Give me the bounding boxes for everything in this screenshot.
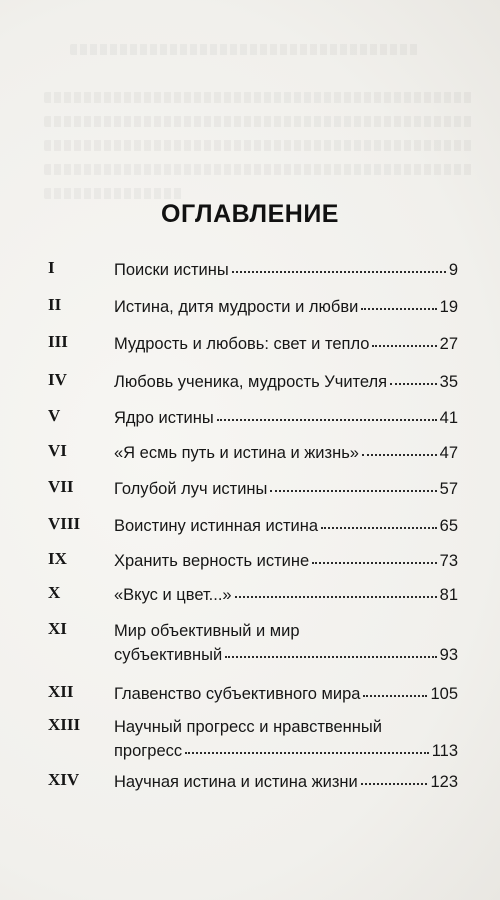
chapter-title: Любовь ученика, мудрость Учителя [114,373,388,391]
chapter-title-line [114,441,458,465]
page-number: 19 [439,298,458,316]
chapter-entry [114,583,458,607]
chapter-number: VI [48,441,67,460]
chapter-title-line [114,477,458,501]
page-title: ОГЛАВЛЕНИЕ [161,200,339,228]
chapter-entry [114,619,458,667]
chapter-number: V [48,406,61,425]
chapter-title-line [114,619,458,643]
dot-leader [270,486,436,492]
bleed-through-line [44,116,474,127]
bleed-through-line [44,164,474,175]
chapter-title-line [114,583,458,607]
dot-leader [390,379,437,385]
chapter-number: IX [48,549,67,568]
chapter-title: Мудрость и любовь: свет и тепло [114,335,370,353]
dot-leader [217,415,437,421]
chapter-number: II [48,295,62,314]
chapter-number: XIV [48,770,80,789]
chapter-number: X [48,583,61,602]
page-number: 81 [439,586,458,604]
chapter-title-line [114,682,458,706]
page-number: 113 [431,742,458,760]
chapter-title: Научный прогресс и нравственный [114,718,382,736]
chapter-entry [114,549,458,573]
chapter-entry [114,715,458,763]
dot-leader [232,267,446,273]
bleed-through-line [44,188,184,199]
chapter-title: «Вкус и цвет...» [114,586,232,604]
page-number: 35 [439,373,458,391]
chapter-entry [114,441,458,465]
page-number: 105 [430,685,458,703]
chapter-entry [114,514,458,538]
page-number: 73 [439,552,458,570]
chapter-entry [114,332,458,356]
dot-leader [363,691,427,697]
dot-leader [185,748,429,754]
chapter-number: VIII [48,514,81,533]
dot-leader [321,523,437,529]
chapter-title: Воистину истинная истина [114,517,319,535]
chapter-title-line [114,332,458,356]
chapter-title-line [114,406,458,430]
chapter-title-line [114,770,458,794]
chapter-entry [114,682,458,706]
chapter-number: III [48,332,68,351]
chapter-title-line [114,715,458,739]
chapter-title: Хранить верность истине [114,552,310,570]
chapter-title: прогресс [114,742,183,760]
chapter-title-line [114,643,458,667]
chapter-title: Истина, дитя мудрости и любви [114,298,359,316]
chapter-title: «Я есмь путь и истина и жизнь» [114,444,359,462]
chapter-entry [114,477,458,501]
chapter-entry [114,406,458,430]
chapter-title: Мир объективный и мир [114,622,300,640]
page-number: 47 [439,444,458,462]
chapter-number: IV [48,370,67,389]
dot-leader [235,592,437,598]
chapter-number: XIII [48,715,81,734]
chapter-title: субъективный [114,646,223,664]
dot-leader [361,779,428,785]
page-number: 93 [439,646,458,664]
chapter-title-line [114,295,458,319]
chapter-title: Главенство субъективного мира [114,685,361,703]
bleed-through-line [44,140,474,151]
chapter-title-line [114,739,458,763]
chapter-entry [114,370,458,394]
chapter-entry [114,770,458,794]
chapter-number: I [48,258,55,277]
chapter-entry [114,258,458,282]
page-number: 123 [430,773,458,791]
chapter-title-line [114,258,458,282]
dot-leader [312,558,436,564]
page-number: 27 [439,335,458,353]
chapter-title: Поиски истины [114,261,229,279]
chapter-title: Голубой луч истины [114,480,268,498]
chapter-number: VII [48,477,74,496]
bleed-through-line [44,92,474,103]
chapter-number: XI [48,619,67,638]
chapter-number: XII [48,682,74,701]
dot-leader [361,304,436,310]
chapter-title: Ядро истины [114,409,214,427]
page-number: 65 [439,517,458,535]
chapter-entry [114,295,458,319]
dot-leader [225,652,436,658]
dot-leader [372,341,436,347]
chapter-title-line [114,514,458,538]
dot-leader [362,450,437,456]
page-number: 41 [439,409,458,427]
chapter-title-line [114,549,458,573]
chapter-title: Научная истина и истина жизни [114,773,358,791]
bleed-through-line [70,44,420,55]
page-number: 9 [448,261,458,279]
page-number: 57 [439,480,458,498]
chapter-title-line [114,370,458,394]
